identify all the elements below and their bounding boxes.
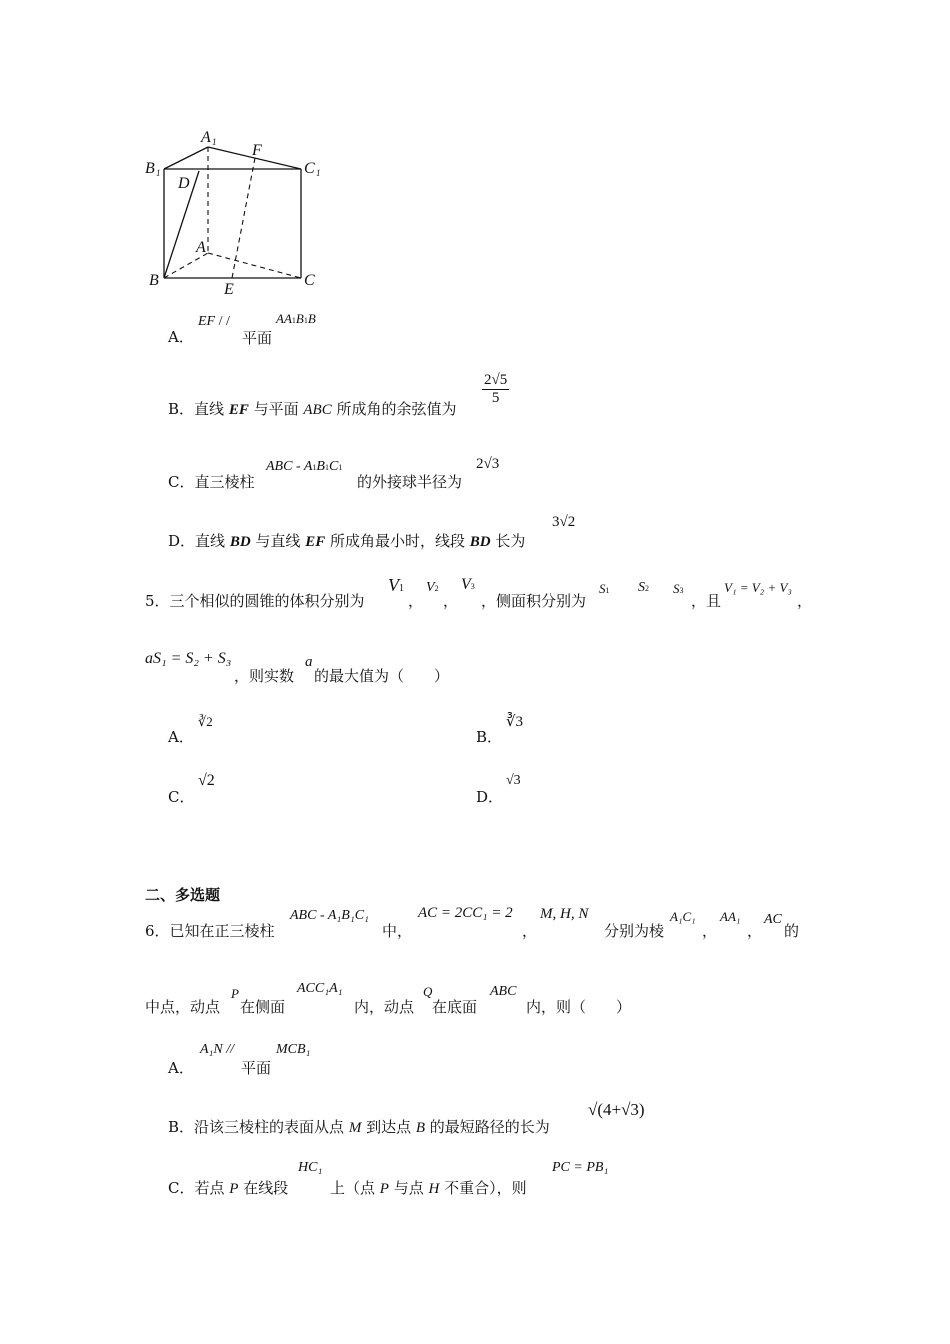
q4-a-ef: EF / / [198,314,230,329]
q5-var-a: a [305,654,313,670]
q6-edge2: AA₁ [720,909,741,924]
q6-c-seg: HC₁ [298,1160,323,1175]
q6-edge3: AC [764,912,782,927]
q4-option-d: D．直线 BD 与直线 EF 所成角最小时，线段 BD 长为 [168,532,526,550]
q5-line1: 5．三个相似的圆锥的体积分别为 [145,592,365,610]
q6-b-value: √(4+√3) [588,1100,645,1119]
q4-c-value: 2√3 [476,456,500,472]
q5-s3: S3 [673,581,684,596]
label-e: E [224,281,234,298]
q5-s1: S1 [599,581,610,596]
label-b: B [149,272,159,289]
q6-option-c: C．若点 P 在线段 [168,1179,289,1197]
q5-v1: V1 [388,575,404,595]
q6-option-b: B．沿该三棱柱的表面从点 M 到达点 B 的最短路径的长为 [168,1118,550,1136]
q4-d-value: 3√2 [552,514,576,530]
q5-eq1: V₁ = V₂ + V₃ [724,580,792,595]
q6-line1: 6．已知在正三棱柱 [145,922,275,940]
q5-option-a-value: ∛2 [198,714,213,729]
q6-c-eq: PC = PB₁ [552,1160,609,1175]
label-a: A [196,239,206,256]
q6-line2: 中点，动点 [145,998,221,1016]
q6-var-q: Q [423,984,433,999]
q6-mhn: M, H, N [540,906,589,922]
edge-b1-a1 [164,147,208,169]
q5-eq2: aS₁ = S₂ + S₃ [145,650,232,667]
q5-option-d-value: √3 [506,773,521,788]
q5-option-b-value: ∛3 [506,714,524,730]
q6-eq: AC = 2CC₁ = 2 [418,905,513,921]
q4-option-c: C．直三棱柱 [168,473,255,491]
q5-s2: S2 [638,580,649,595]
svg-text:1: 1 [156,168,161,178]
q4-option-b: B．直线 EF 与平面 ABC 所成角的余弦值为 [168,400,457,418]
label-f: F [252,142,262,159]
q6-prism: ABC - A₁B₁C₁ [290,908,369,923]
label-c1: C [304,160,315,177]
q5-option-c-value: √2 [198,772,215,789]
q4-option-a: A． [168,328,194,346]
edge-a-c-hidden [208,253,301,278]
q6-face: ACC₁A₁ [297,981,343,996]
q6-a-plane: 平面 [241,1059,272,1077]
q6-edge1: A₁C₁ [670,909,696,924]
svg-text:1: 1 [212,137,217,147]
label-c: C [304,272,315,289]
q5-option-c: C． [168,788,195,806]
q6-a-plane-name: MCB₁ [276,1042,311,1057]
q4-a-plane-name: AA1B1B [276,311,316,326]
q5-option-d: D． [476,788,504,806]
q5-option-a: A． [168,728,194,746]
label-d: D [178,175,190,192]
label-b1: B [145,160,155,177]
q5-option-b: B． [476,728,503,746]
q6-base: ABC [490,984,517,999]
q5-line2: ，则实数 [234,667,295,685]
q6-c-rest: 上（点 P 与点 H 不重合），则 [330,1179,527,1197]
prism-figure [140,125,340,300]
svg-text:1: 1 [316,168,321,178]
q4-a-plane: 平面 [242,329,273,347]
q4-b-fraction: $\frac{2√5}{5}$ [484,372,508,406]
q4-c-post: 的外接球半径为 [357,473,463,491]
q5-v3: V3 [461,576,475,593]
section-title: 二、多选题 [145,886,221,904]
q6-var-p: P [231,986,239,1001]
q5-v2: V2 [426,580,439,595]
q6-a-pre: A₁N // [200,1042,235,1057]
segment-ef-hidden [232,158,255,278]
q4-c-prism: ABC - A1B1C1 [266,459,343,474]
q6-option-a: A． [168,1059,194,1077]
label-a1: A [201,129,211,146]
